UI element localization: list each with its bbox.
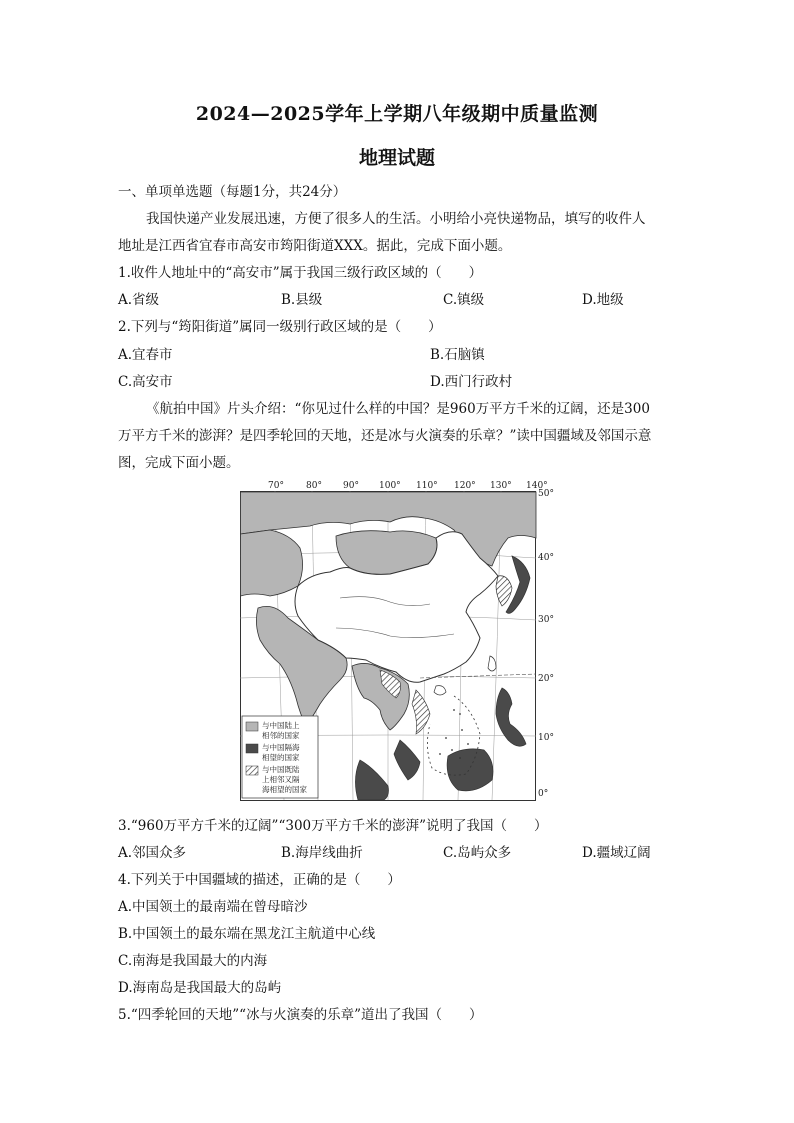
question-2-option-b: B.石脑镇	[430, 347, 485, 363]
question-1-option-a: A.省级	[118, 292, 160, 308]
question-3-stem: 3.“960万平方千米的辽阔”“300万平方千米的澎湃”说明了我国（ ）	[118, 818, 548, 834]
legend-text-sea: 相望的国家	[262, 753, 300, 762]
passage-2-line-2: 万平方千米的澎湃？是四季轮回的天地，还是冰与火演奏的乐章？”读中国疆域及邻国示意	[118, 428, 652, 444]
legend-text-both: 海相望的国家	[262, 785, 307, 794]
longitude-label: 110°	[416, 481, 438, 491]
longitude-label: 120°	[454, 481, 476, 491]
question-3-option-a: A.邻国众多	[118, 845, 187, 861]
question-4-option-c: C.南海是我国最大的内海	[118, 953, 268, 969]
question-1-option-d: D.地级	[582, 292, 624, 308]
legend-text-land: 相邻的国家	[262, 731, 300, 740]
longitude-label: 130°	[490, 481, 512, 491]
passage-1-line-2: 地址是江西省宜春市高安市筠阳街道XXX。据此，完成下面小题。	[118, 238, 512, 254]
question-1-option-b: B.县级	[281, 292, 323, 308]
question-1-stem: 1.收件人地址中的“高安市”属于我国三级行政区域的（ ）	[118, 265, 483, 281]
longitude-label: 100°	[379, 481, 401, 491]
question-3-option-c: C.岛屿众多	[443, 845, 512, 861]
passage-2-line-1: 《航拍中国》片头介绍：“你见过什么样的中国？是960万平方千米的辽阔，还是300	[146, 401, 650, 417]
question-4-option-b: B.中国领土的最东端在黑龙江主航道中心线	[118, 926, 376, 942]
exam-title: 2024—2025学年上学期八年级期中质量监测	[195, 103, 599, 125]
longitude-label: 90°	[343, 481, 359, 491]
china-territory-map	[240, 478, 556, 801]
legend-text-both: 与中国既陆	[262, 765, 300, 774]
latitude-label: 30°	[538, 615, 554, 625]
latitude-label: 20°	[538, 674, 554, 684]
question-2-stem: 2.下列与“筠阳街道”属同一级别行政区域的是（ ）	[118, 319, 442, 335]
latitude-label: 10°	[538, 733, 554, 743]
longitude-label: 140°	[526, 481, 548, 491]
legend-text-both: 上相邻又隔	[262, 775, 300, 784]
latitude-label: 50°	[538, 489, 554, 499]
question-1-option-c: C.镇级	[443, 292, 485, 308]
borneo-region	[447, 749, 493, 791]
question-4-option-a: A.中国领土的最南端在曾母暗沙	[118, 899, 308, 915]
longitude-label: 70°	[268, 481, 284, 491]
question-2-option-d: D.西门行政村	[430, 374, 513, 390]
longitude-labels	[268, 481, 548, 491]
passage-2-line-3: 图，完成下面小题。	[118, 455, 240, 471]
exam-subject: 地理试题	[358, 147, 435, 169]
question-5-stem: 5.“四季轮回的天地”“冰与火演奏的乐章”道出了我国（ ）	[118, 1007, 483, 1023]
legend-text-sea: 与中国隔海	[262, 743, 300, 752]
question-3-option-d: D.疆域辽阔	[582, 845, 651, 861]
passage-1-line-1: 我国快递产业发展迅速，方便了很多人的生活。小明给小亮快递物品，填写的收件人	[146, 211, 646, 227]
question-2-option-a: A.宜春市	[118, 347, 173, 363]
question-4-option-d: D.海南岛是我国最大的岛屿	[118, 980, 282, 996]
legend-text-land: 与中国陆上	[262, 721, 300, 730]
latitude-label: 0°	[538, 789, 549, 799]
question-2-option-c: C.高安市	[118, 374, 173, 390]
longitude-label: 80°	[306, 481, 322, 491]
question-3-option-b: B.海岸线曲折	[281, 845, 363, 861]
latitude-labels	[538, 489, 554, 799]
latitude-label: 40°	[538, 553, 554, 563]
question-4-stem: 4.下列关于中国疆域的描述，正确的是（ ）	[118, 872, 401, 888]
map-legend	[242, 716, 318, 798]
section-heading: 一、单项单选题（每题1分，共24分）	[118, 184, 347, 200]
